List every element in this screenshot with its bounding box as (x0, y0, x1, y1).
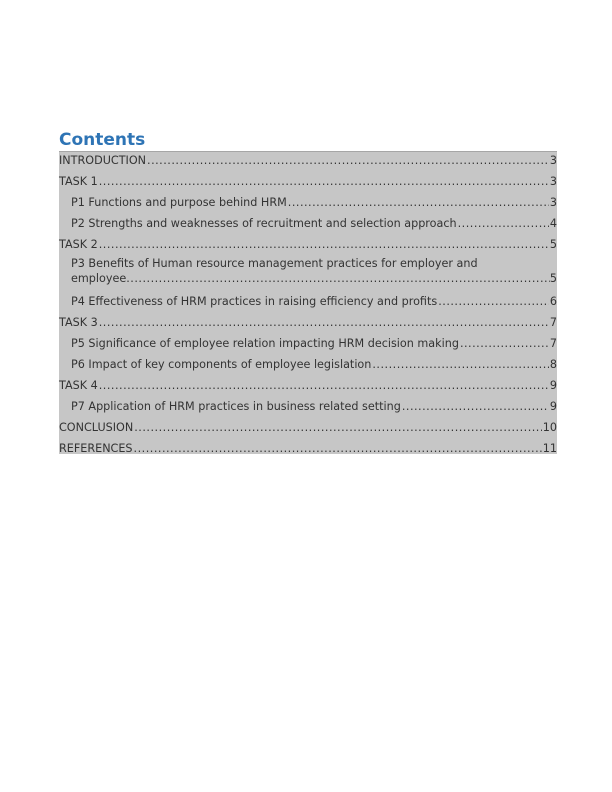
toc-entry-title: P1 Functions and purpose behind HRM (71, 196, 287, 209)
toc-entry-title: P7 Application of HRM practices in business related setting (71, 400, 401, 413)
toc-entry-task-4[interactable] (59, 377, 557, 393)
toc-entry-references[interactable] (59, 440, 557, 456)
toc-page-number: 6 (549, 295, 557, 308)
toc-page-number: 5 (549, 238, 557, 251)
toc-entry-title: REFERENCES (59, 442, 133, 455)
table-of-contents (59, 151, 557, 454)
toc-page-number: 3 (549, 175, 557, 188)
toc-heading: Contents (59, 130, 146, 150)
dot-leader (458, 217, 549, 231)
toc-entry-title: P6 Impact of key components of employee legislation (71, 358, 372, 371)
dot-leader (99, 175, 549, 189)
toc-page-number: 7 (549, 316, 557, 329)
toc-entry-title: TASK 1 (59, 175, 98, 188)
dot-leader (134, 421, 542, 435)
dot-leader (288, 196, 549, 210)
dot-leader (147, 154, 549, 168)
dot-leader (99, 316, 549, 330)
toc-entry-p4[interactable] (59, 293, 557, 309)
toc-entry-title: TASK 3 (59, 316, 98, 329)
toc-entry-p7[interactable] (59, 398, 557, 414)
toc-entry-p1[interactable] (59, 194, 557, 210)
toc-entry-title: P4 Effectiveness of HRM practices in raising efficiency and profits (71, 295, 438, 308)
toc-page-number: 9 (549, 379, 557, 392)
toc-entry-title: TASK 4 (59, 379, 98, 392)
toc-entry-title: P2 Strengths and weaknesses of recruitment and selection approach (71, 217, 457, 230)
toc-entry-title: INTRODUCTION (59, 154, 147, 167)
dot-leader (460, 337, 549, 351)
toc-page-number: 5 (549, 272, 557, 285)
dot-leader (438, 295, 549, 309)
dot-leader (126, 271, 550, 286)
toc-entry-title: P5 Significance of employee relation impacting HRM decision making (71, 337, 459, 350)
toc-entry-title-line1: P3 Benefits of Human resource management practices for employer and (71, 257, 478, 270)
toc-entry-task-2[interactable] (59, 236, 557, 252)
toc-entry-task-3[interactable] (59, 314, 557, 330)
toc-entry-task-1[interactable] (59, 173, 557, 189)
toc-page-number: 10 (542, 421, 557, 434)
toc-page-number: 9 (549, 400, 557, 413)
toc-page-number: 7 (549, 337, 557, 350)
toc-entry-p3[interactable] (59, 256, 557, 286)
toc-page-number: 8 (549, 358, 557, 371)
toc-entry-p2[interactable] (59, 215, 557, 231)
dot-leader (402, 400, 549, 414)
toc-page-number: 11 (542, 442, 557, 455)
dot-leader (134, 442, 542, 456)
toc-entry-line2 (71, 271, 557, 286)
dot-leader (372, 358, 549, 372)
toc-entry-title: CONCLUSION (59, 421, 134, 434)
toc-entry-title: TASK 2 (59, 238, 98, 251)
toc-page-number: 3 (549, 196, 557, 209)
toc-entry-conclusion[interactable] (59, 419, 557, 435)
toc-page-number: 4 (549, 217, 557, 230)
dot-leader (99, 238, 549, 252)
toc-entry-introduction[interactable] (59, 152, 557, 168)
toc-page-number: 3 (549, 154, 557, 167)
toc-entry-p5[interactable] (59, 335, 557, 351)
toc-entry-title-line2: employee (71, 272, 127, 285)
dot-leader (99, 379, 549, 393)
toc-entry-p6[interactable] (59, 356, 557, 372)
